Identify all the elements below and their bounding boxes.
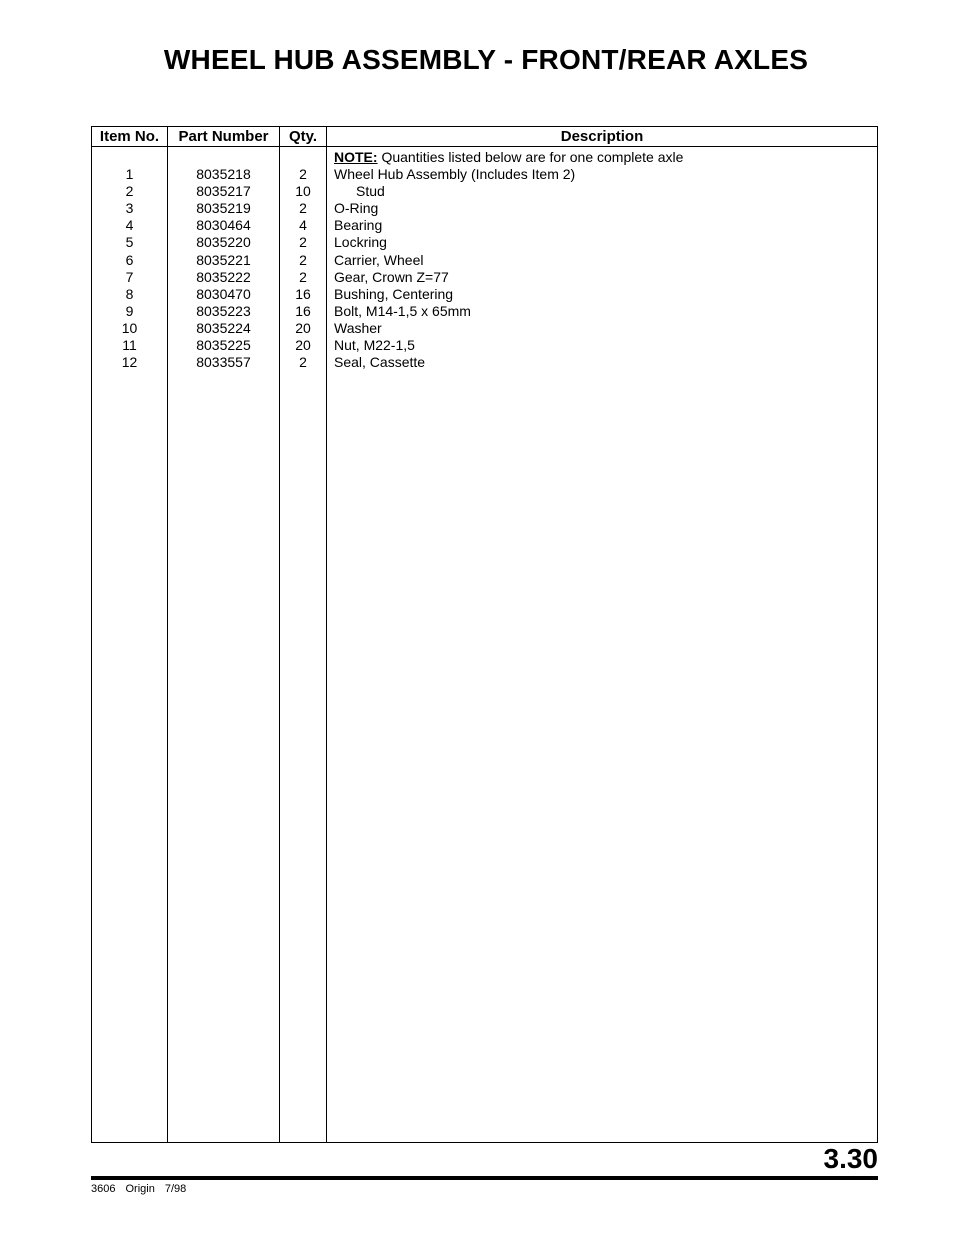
note-text: Quantities listed below are for one complete axle	[377, 149, 684, 165]
item-no-cell: 5	[125, 234, 134, 251]
part-number-cell: 8035217	[196, 183, 251, 200]
description-header: Description	[327, 127, 878, 147]
part-number-cell: 8035220	[196, 234, 251, 251]
qty-cell: 2	[299, 166, 307, 183]
footer-edition: Origin	[125, 1183, 155, 1195]
qty-column	[280, 147, 327, 1143]
qty-cell: 20	[295, 337, 311, 354]
qty-cell: 2	[299, 200, 307, 217]
item-no-cell: 3	[125, 200, 134, 217]
qty-cell: 20	[295, 319, 311, 336]
item-no-header: Item No.	[92, 127, 168, 147]
part-number-cell: 8033557	[196, 354, 251, 371]
footer-model: 3606	[91, 1183, 116, 1195]
page-title: WHEEL HUB ASSEMBLY - FRONT/REAR AXLES	[163, 44, 809, 75]
description-cell: Lockring	[334, 234, 387, 251]
description-cell: Nut, M22-1,5	[334, 337, 415, 354]
description-cell: Washer	[334, 319, 382, 336]
part-number-cell: 8035223	[196, 302, 251, 319]
part-number-header: Part Number	[168, 127, 280, 147]
part-number-cell: 8035224	[196, 319, 251, 336]
description-cell: Carrier, Wheel	[334, 251, 424, 268]
item-no-cell: 4	[125, 217, 134, 234]
part-number-column	[168, 147, 280, 1143]
qty-cell: 2	[299, 354, 307, 371]
qty-cell: 2	[299, 268, 307, 285]
note-label: NOTE:	[334, 149, 378, 165]
item-no-cell: 12	[121, 354, 138, 371]
part-number-cell: 8035222	[196, 268, 251, 285]
qty-cell: 16	[295, 302, 311, 319]
item-no-cell: 2	[125, 183, 134, 200]
description-cell: Wheel Hub Assembly (Includes Item 2)	[334, 166, 576, 183]
note-line	[334, 149, 877, 166]
part-number-cell: 8035225	[196, 337, 251, 354]
item-no-column	[92, 147, 168, 1143]
part-number-cell: 8030464	[196, 217, 251, 234]
description-cell: Bolt, M14-1,5 x 65mm	[334, 302, 471, 319]
page-number: 3.30	[823, 1143, 878, 1174]
item-no-cell: 11	[122, 337, 137, 354]
parts-table	[91, 126, 878, 1143]
description-cell: Stud	[356, 183, 385, 200]
part-number-cell: 8035219	[196, 200, 251, 217]
item-no-cell: 10	[121, 319, 138, 336]
description-cell: Seal, Cassette	[334, 354, 426, 371]
footer-divider	[91, 1176, 878, 1180]
item-no-cell: 7	[125, 268, 134, 285]
part-number-cell: 8035218	[196, 166, 251, 183]
part-number-cell: 8030470	[196, 285, 251, 302]
footer-date: 7/98	[164, 1183, 187, 1195]
description-cell: Gear, Crown Z=77	[334, 268, 449, 285]
qty-cell: 2	[299, 234, 307, 251]
table-body-row	[92, 147, 878, 1143]
description-cell: Bushing, Centering	[334, 285, 454, 302]
qty-cell: 16	[295, 285, 311, 302]
footer	[91, 1183, 196, 1195]
description-cell: Bearing	[334, 217, 383, 234]
item-no-cell: 8	[125, 285, 134, 302]
part-number-cell: 8035221	[196, 251, 251, 268]
item-no-cell: 6	[125, 251, 134, 268]
description-column	[327, 147, 878, 1143]
item-no-cell: 9	[125, 302, 134, 319]
qty-header: Qty.	[280, 127, 327, 147]
table-header-row	[92, 127, 878, 147]
qty-cell: 2	[299, 251, 307, 268]
description-cell: O-Ring	[334, 200, 379, 217]
qty-cell: 10	[295, 183, 311, 200]
item-no-cell: 1	[125, 166, 134, 183]
qty-cell: 4	[299, 217, 307, 234]
